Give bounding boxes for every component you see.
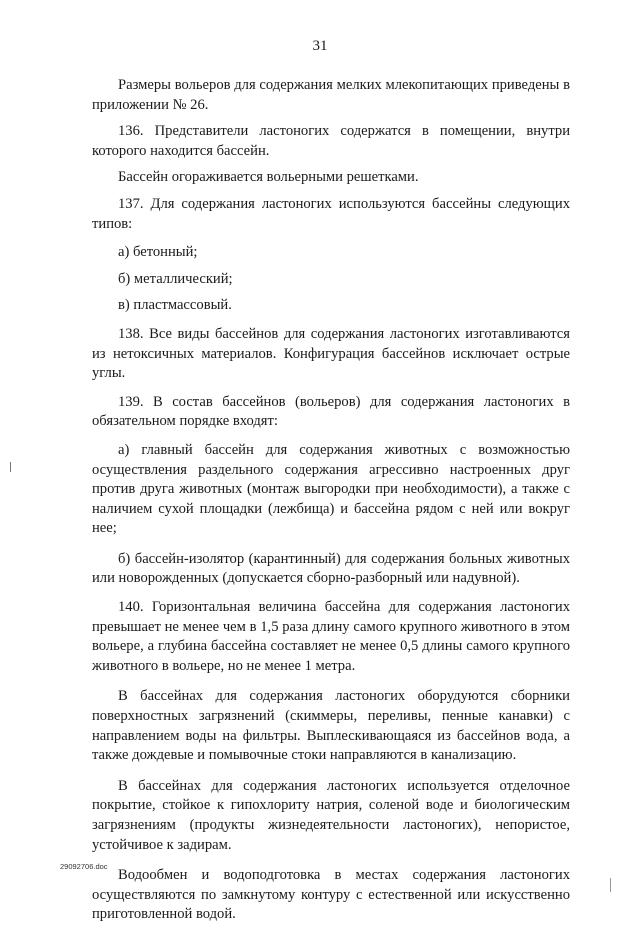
document-filename: 29092706.doc [60,862,108,871]
paragraph-skimmers: В бассейнах для содержания ластоногих оборудуются сборники поверхностных загрязнений (скиммеры, переливы, пенные канавки) с направлением воды на фильтры. Выплескивающаяся из бассейнов вода, а также дождевые и помывочные стоки направляются в канализацию. [92,688,570,764]
scan-margin-mark-right [610,878,611,892]
paragraph-coating: В бассейнах для содержания ластоногих используется отделочное покрытие, стойкое к гипохлориту натрия, соленой воде и биологическим загрязнениям (продукты жизнедеятельности ластоногих), непористое, устойчивое к задирам. [92,777,570,853]
paragraph-136: 136. Представители ластоногих содержатся в помещении, внутри которого находится бассейн. [92,123,570,159]
scan-margin-mark [10,462,11,472]
list-item-metal: б) металлический; [118,270,233,287]
list-item-plastic: в) пластмассовый. [118,297,232,314]
list-item-main-pool: а) главный бассейн для содержания животных с возможностью осуществления раздельного содержания агрессивно настроенных друг против друга животных (монтаж выгородки при необходимости), а также с наличием сухой площадки (лежбища) и бассейна рядом с ней или вокруг нее; [92,441,570,537]
paragraph-137: 137. Для содержания ластоногих используются бассейны следующих типов: [92,195,570,232]
paragraph-enclosure-sizes: Размеры вольеров для содержания мелких млекопитающих приведены в приложении № 26. [92,77,570,113]
paragraph-140: 140. Горизонтальная величина бассейна для содержания ластоногих превышает не менее чем в 1,5 раза длину самого крупного животного в этом вольере, а глубина бассейна составляет не менее 0,5 длины самого крупного животного в вольере, но не менее 1 метра. [92,599,570,674]
paragraph-water-exchange: Водообмен и водоподготовка в местах содержания ластоногих осуществляются по замкнутому контуру с естественной или искусственно приготовленной водой. [92,867,570,923]
list-item-isolation-pool: б) бассейн-изолятор (карантинный) для содержания больных животных или новорожденных (допускается сборно-разборный или надувной). [92,550,570,587]
page-number: 31 [312,38,328,54]
paragraph-138: 138. Все виды бассейнов для содержания ластоногих изготавливаются из нетоксичных материалов. Конфигурация бассейнов исключает острые углы. [92,325,570,382]
document-body [92,76,570,925]
paragraph-139: 139. В состав бассейнов (вольеров) для содержания ластоногих в обязательном порядке входят: [92,393,570,430]
list-item-concrete: а) бетонный; [118,244,198,261]
paragraph-pool-fencing: Бассейн огораживается вольерными решетками. [118,169,419,186]
